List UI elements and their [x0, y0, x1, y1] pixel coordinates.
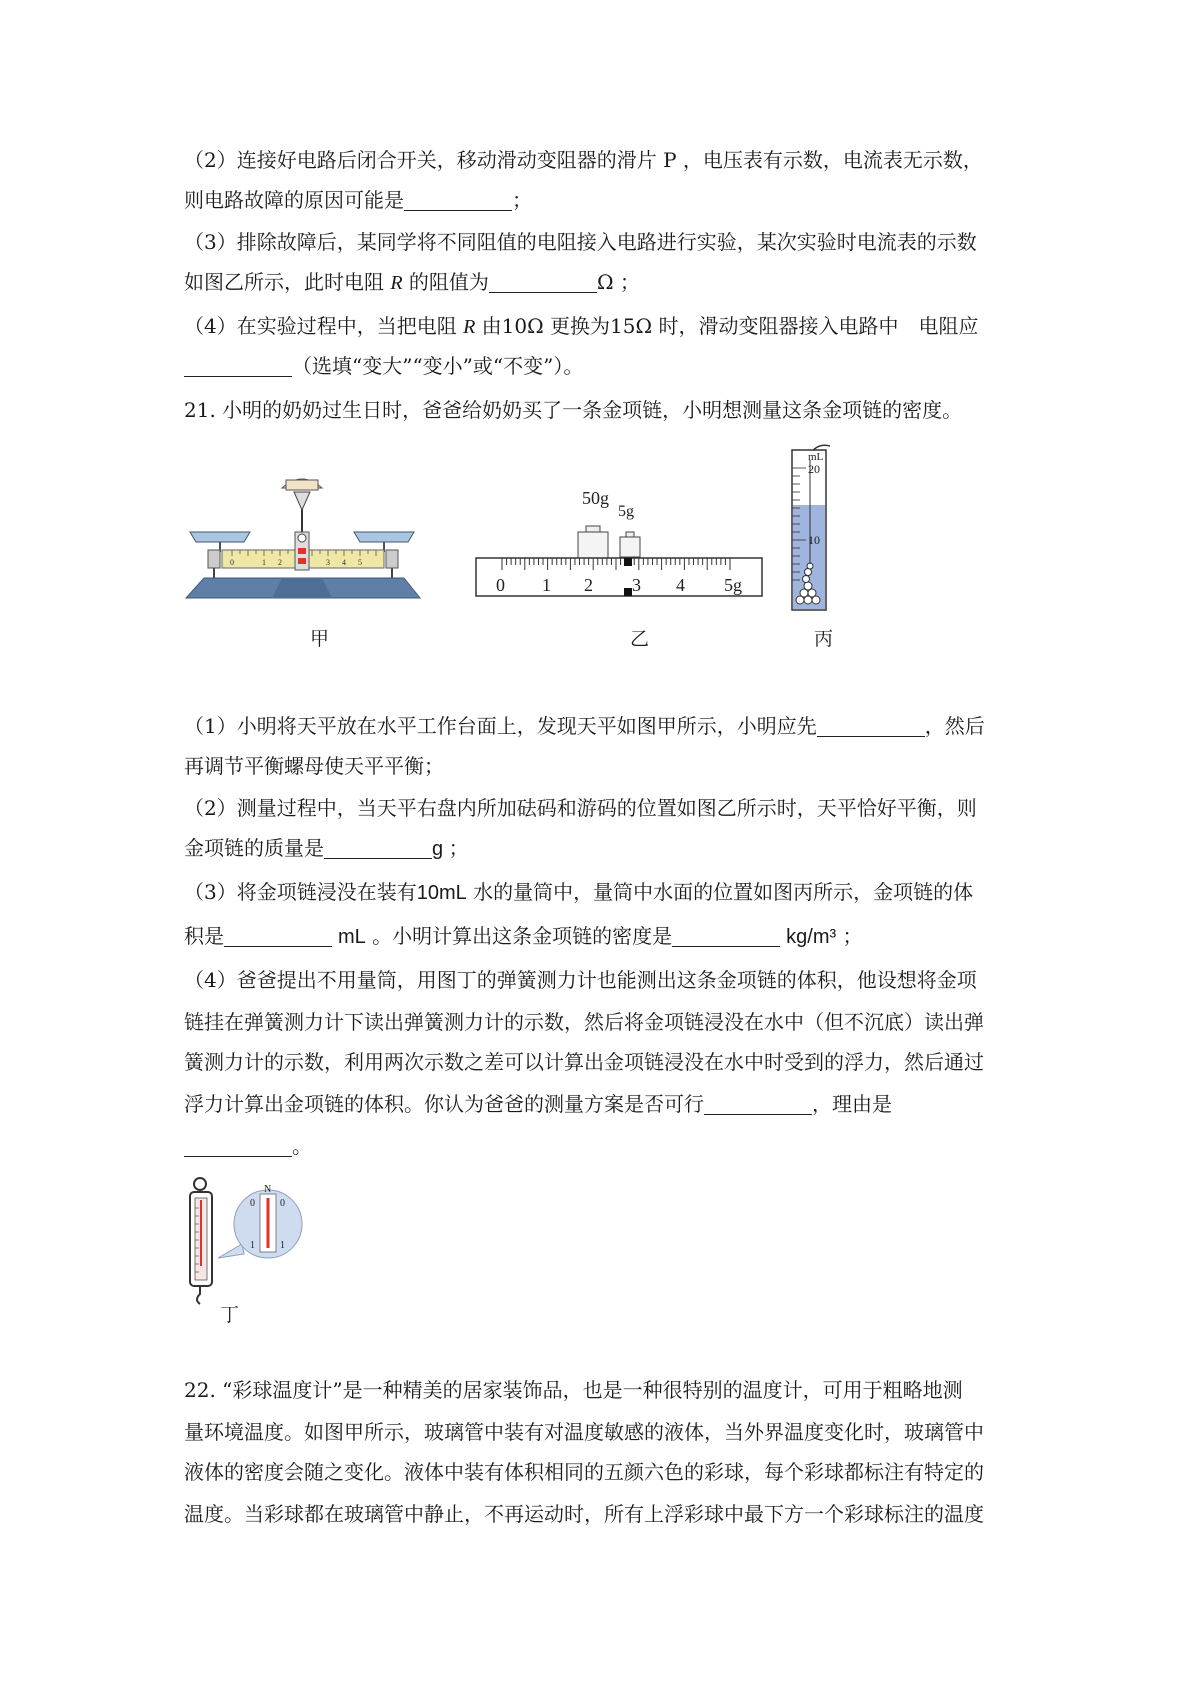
- answer-blank[interactable]: [324, 838, 432, 859]
- rider-tick-3: 3: [632, 575, 641, 595]
- q20-p3-line2: 如图乙所示，此时电阻 R 的阻值为 Ω ；: [184, 270, 640, 294]
- answer-blank[interactable]: [224, 926, 332, 947]
- q21-p4-line1: （4）爸爸提出不用量筒，用图丁的弹簧测力计也能测出这条金项链的体积，他设想将金项: [184, 968, 977, 992]
- balance-tick-5: 5: [358, 558, 362, 567]
- q20-p4-line1: （4）在实验过程中，当把电阻 R 由10Ω 更换为15Ω 时，滑动变阻器接入电路中 电阻应: [184, 314, 979, 338]
- q22-line4: 温度。当彩球都在玻璃管中静止，不再运动时，所有上浮彩球中最下方一个彩球标注的温度: [184, 1502, 984, 1526]
- spring-scale-figure: [184, 1176, 314, 1306]
- fig-ding-caption: 丁: [220, 1304, 240, 1326]
- q21-p3-line1: （3）将金项链浸没在装有10mL 水的量筒中，量筒中水面的位置如图丙所示，金项链的体: [184, 880, 974, 904]
- graduated-cylinder-figure: [780, 440, 840, 620]
- q21-p3-line2: 积是 mL 。小明计算出这条金项链的密度是 kg/m³ ；: [184, 924, 863, 948]
- balance-tick-4: 4: [342, 558, 346, 567]
- rider-tick-0: 0: [496, 575, 505, 595]
- cylinder-mark-20: 20: [808, 462, 820, 476]
- balance-tick-0: 0: [230, 558, 234, 567]
- answer-blank[interactable]: [704, 1094, 812, 1115]
- spring-mark-0-left: 0: [250, 1198, 255, 1209]
- q20-p4-line2: （选填“变大”“变小”或“不变”）。: [184, 352, 583, 380]
- q22-line1: 22. “彩球温度计”是一种精美的居家装饰品，也是一种很特别的温度计，可用于粗略地测: [184, 1378, 963, 1402]
- q21-p4-line4: 浮力计算出金项链的体积。你认为爸爸的测量方案是否可行 ，理由是: [184, 1092, 892, 1116]
- q20-p3-line1: （3）排除故障后，某同学将不同阻值的电阻接入电路进行实验，某次实验时电流表的示数: [184, 230, 977, 254]
- q22-line3: 液体的密度会随之变化。液体中装有体积相同的五颜六色的彩球，每个彩球都标注有特定的: [184, 1460, 984, 1484]
- answer-blank[interactable]: [404, 190, 512, 211]
- fig-jia-caption: 甲: [310, 628, 330, 650]
- weight-5g-label: 5g: [618, 503, 634, 520]
- q21-p4-line3: 簧测力计的示数，利用两次示数之差可以计算出金项链浸没在水中时受到的浮力，然后通过: [184, 1050, 984, 1074]
- spring-mark-1-right: 1: [280, 1240, 285, 1251]
- balance-tick-2: 2: [278, 558, 282, 567]
- spring-mark-1-left: 1: [250, 1240, 255, 1251]
- answer-blank[interactable]: [184, 1136, 292, 1157]
- q21-p2-line1: （2）测量过程中，当天平右盘内所加砝码和游码的位置如图乙所示时，天平恰好平衡，则: [184, 796, 977, 820]
- fig-yi-caption: 乙: [630, 628, 650, 650]
- spring-unit-n: N: [264, 1184, 272, 1195]
- q20-p2-line1: （2）连接好电路后闭合开关，移动滑动变阻器的滑片 P ，电压表有示数，电流表无示数，: [184, 148, 983, 172]
- q21-p4-line5: 。: [184, 1132, 312, 1160]
- spring-mark-0-right: 0: [280, 1198, 285, 1209]
- cylinder-unit: mL: [808, 451, 824, 463]
- weight-50g-label: 50g: [582, 488, 609, 508]
- rider-tick-1: 1: [542, 575, 551, 595]
- fig-bing-caption: 丙: [814, 628, 834, 650]
- balance-figure: [182, 470, 464, 600]
- rider-tick-4: 4: [676, 575, 685, 595]
- q21-p1-line2: 再调节平衡螺母使天平平衡；: [184, 754, 444, 778]
- q21-p1-line1: （1）小明将天平放在水平工作台面上，发现天平如图甲所示，小明应先 ，然后: [184, 714, 985, 738]
- answer-blank[interactable]: [817, 716, 925, 737]
- balance-tick-3: 3: [326, 558, 330, 567]
- rider-tick-2: 2: [584, 575, 593, 595]
- balance-tick-1: 1: [262, 558, 266, 567]
- answer-blank[interactable]: [672, 926, 780, 947]
- q21-p4-line2: 链挂在弹簧测力计下读出弹簧测力计的示数，然后将金项链浸没在水中（但不沉底）读出弹: [184, 1010, 984, 1034]
- weights-rider-figure: [474, 486, 764, 600]
- q21-p2-line2: 金项链的质量是 g ；: [184, 836, 469, 860]
- rider-tick-5: 5g: [724, 575, 742, 595]
- q20-p2-line2: 则电路故障的原因可能是 ；: [184, 188, 532, 212]
- q22-line2: 量环境温度。如图甲所示，玻璃管中装有对温度敏感的液体，当外界温度变化时，玻璃管中: [184, 1420, 984, 1444]
- answer-blank[interactable]: [184, 356, 292, 377]
- cylinder-mark-10: 10: [808, 533, 820, 547]
- answer-blank[interactable]: [489, 272, 597, 293]
- q21-title: 21. 小明的奶奶过生日时，爸爸给奶奶买了一条金项链，小明想测量这条金项链的密度。: [184, 398, 963, 422]
